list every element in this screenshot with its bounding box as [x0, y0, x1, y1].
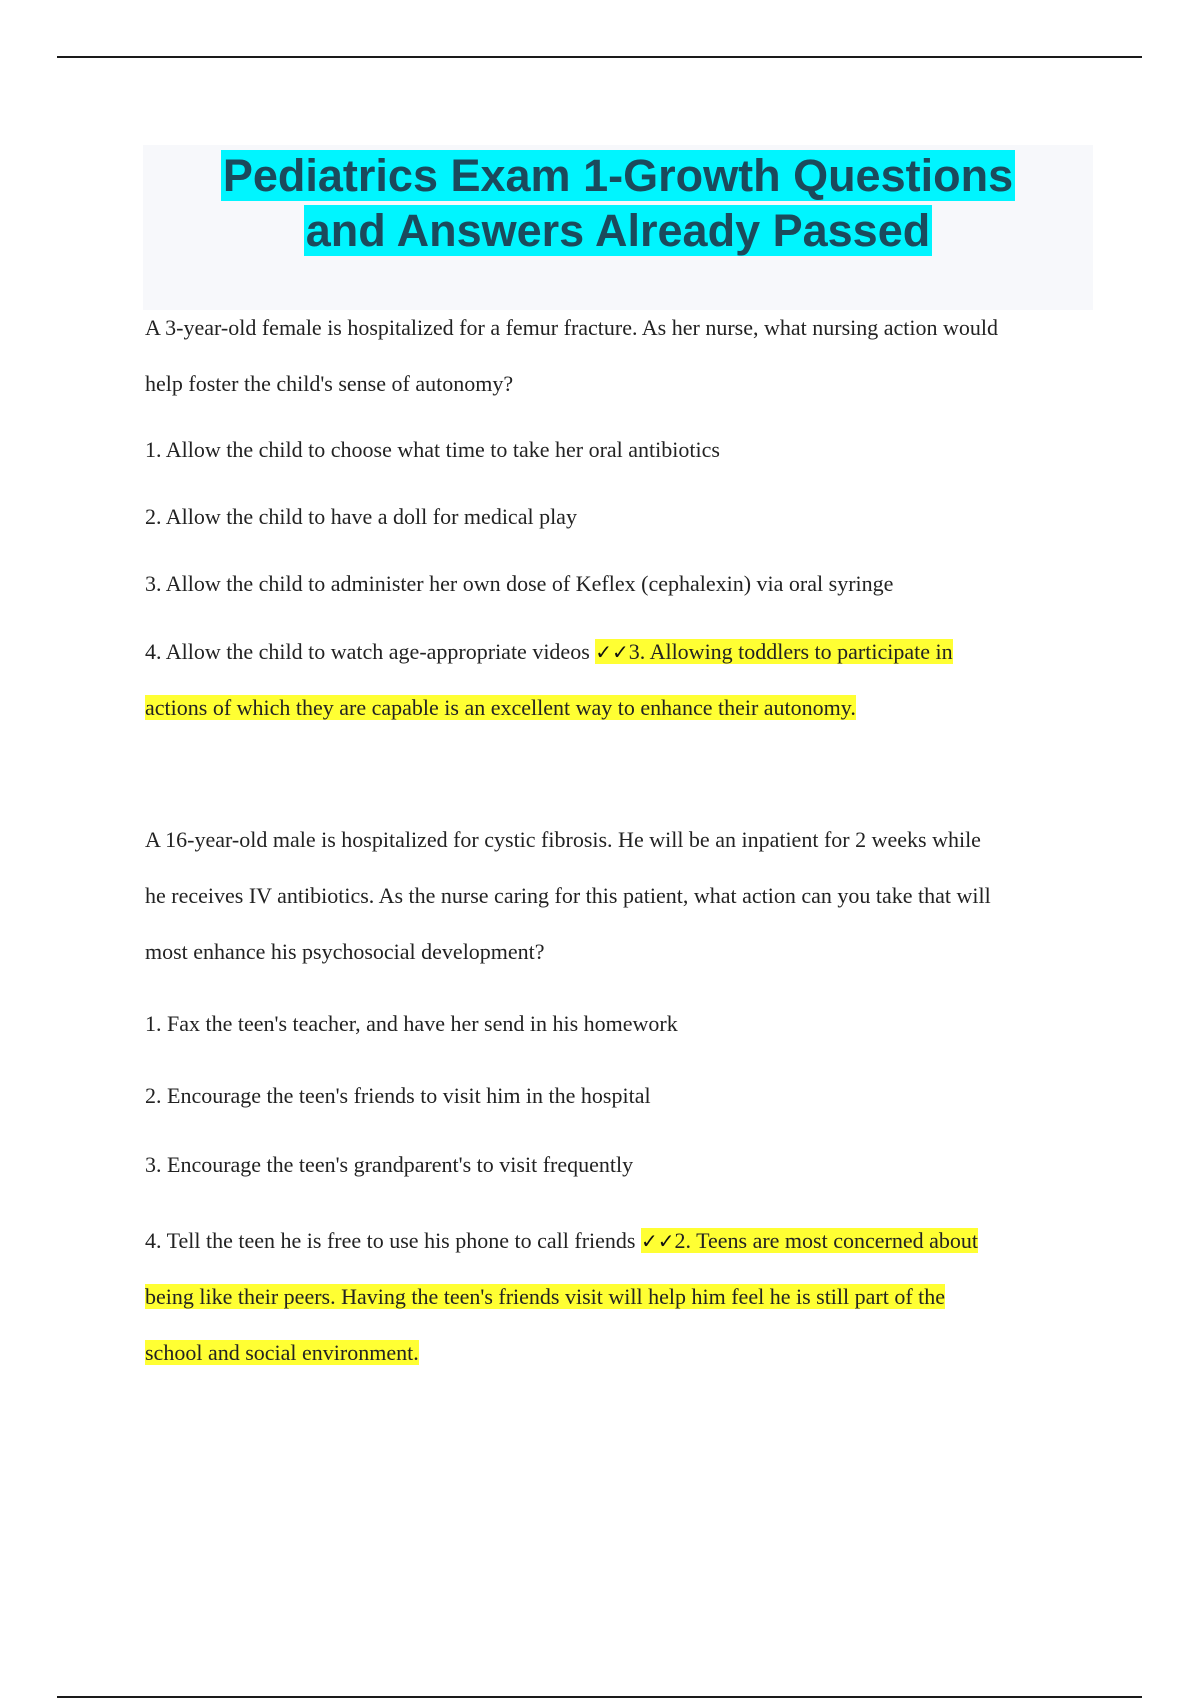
answer-key	[641, 1228, 978, 1253]
title-line-2: and Answers Already Passed	[305, 205, 931, 256]
question-block	[145, 300, 1095, 736]
question-stem-line: A 16-year-old male is hospitalized for cystic fibrosis. He will be an inpatient for 2 weeks while	[145, 827, 981, 852]
answer-explanation: school and social environment.	[145, 1340, 419, 1365]
question-block	[145, 812, 1095, 1381]
question-stem-line: he receives IV antibiotics. As the nurse caring for this patient, what action can you take that will	[145, 883, 991, 908]
double-check-icon: ✓✓	[640, 1229, 675, 1253]
answer-explanation-line	[145, 1325, 1095, 1381]
answer-option-with-key	[145, 624, 1095, 680]
answer-option: 4. Tell the teen he is free to use his phone to call friends	[145, 1228, 636, 1253]
double-check-icon: ✓✓	[595, 640, 629, 664]
answer-explanation: 2. Teens are most concerned about	[674, 1228, 978, 1253]
answer-option: 3. Allow the child to administer her own dose of Keflex (cephalexin) via oral syringe	[145, 571, 894, 596]
answer-option: 2. Encourage the teen's friends to visit him in the hospital	[145, 1083, 651, 1108]
question-stem-line: most enhance his psychosocial development?	[145, 939, 545, 964]
answer-option: 1. Allow the child to choose what time to take her oral antibiotics	[145, 437, 720, 462]
document-body	[145, 300, 1095, 1381]
answer-key	[595, 639, 952, 664]
answer-option: 3. Encourage the teen's grandparent's to visit frequently	[145, 1152, 634, 1177]
document-title	[143, 145, 1093, 258]
question-stem-line: A 3-year-old female is hospitalized for a femur fracture. As her nurse, what nursing action would	[145, 315, 999, 340]
answer-explanation: being like their peers. Having the teen's friends visit will help him feel he is still part of the	[145, 1284, 946, 1309]
top-rule	[57, 56, 1142, 58]
answer-explanation-line	[145, 680, 1095, 736]
bottom-rule	[57, 1696, 1142, 1698]
question-stem-line: help foster the child's sense of autonomy?	[145, 371, 514, 396]
title-banner	[143, 145, 1093, 310]
answer-option: 2. Allow the child to have a doll for medical play	[145, 504, 577, 529]
title-line-1: Pediatrics Exam 1-Growth Questions	[222, 150, 1014, 201]
answer-explanation-line	[145, 1269, 1095, 1325]
answer-explanation: 3. Allowing toddlers to participate in	[628, 639, 953, 664]
answer-option: 4. Allow the child to watch age-appropriate videos	[145, 639, 590, 664]
answer-explanation: actions of which they are capable is an excellent way to enhance their autonomy.	[145, 695, 856, 720]
answer-option-with-key	[145, 1213, 1095, 1269]
answer-option: 1. Fax the teen's teacher, and have her send in his homework	[145, 1011, 678, 1036]
